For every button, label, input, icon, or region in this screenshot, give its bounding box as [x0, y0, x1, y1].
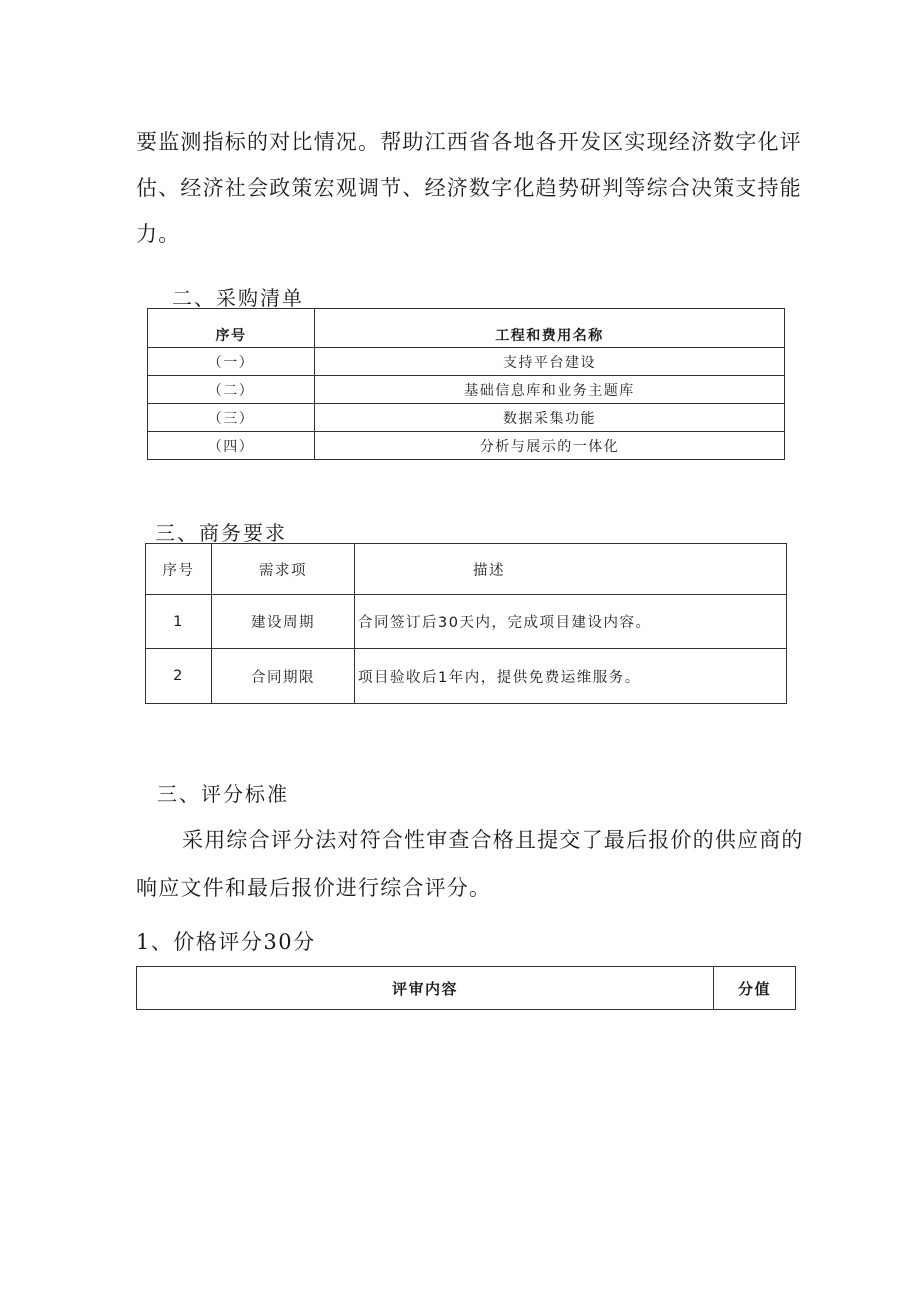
column-header: 评审内容 [137, 967, 714, 1010]
column-header: 需求项 [212, 544, 355, 595]
row-item: 数据采集功能 [315, 404, 785, 432]
row-index: （二） [148, 376, 315, 404]
procurement-table [147, 308, 785, 460]
scoring-heading: 三、评分标准 [157, 782, 289, 806]
table-header-row [148, 309, 785, 348]
row-index: （一） [148, 348, 315, 376]
table-header-row [137, 967, 796, 1010]
intro-line: 力。 [136, 222, 181, 246]
column-header: 序号 [146, 544, 212, 595]
row-requirement: 合同期限 [212, 649, 355, 704]
row-requirement: 建设周期 [212, 595, 355, 649]
business-table [145, 543, 787, 704]
table-row [148, 348, 785, 376]
column-header: 序号 [148, 309, 315, 348]
row-index: 1 [146, 595, 212, 649]
procurement-heading: 二、采购清单 [172, 286, 304, 310]
scoring-line: 响应文件和最后报价进行综合评分。 [136, 876, 492, 900]
row-index: 2 [146, 649, 212, 704]
intro-line: 要监测指标的对比情况。帮助江西省各地各开发区实现经济数字化评 [136, 130, 802, 154]
price-score-table [136, 966, 796, 1010]
business-heading: 三、商务要求 [155, 521, 287, 545]
row-item: 支持平台建设 [315, 348, 785, 376]
column-header: 描述 [355, 544, 787, 595]
table-header-row [146, 544, 787, 595]
scoring-line: 采用综合评分法对符合性审查合格且提交了最后报价的供应商的 [182, 828, 804, 852]
table-row [148, 404, 785, 432]
price-score-heading: 1、价格评分30分 [136, 930, 316, 954]
row-index: （三） [148, 404, 315, 432]
table-row [148, 432, 785, 460]
scoring-paragraph [136, 816, 804, 912]
intro-paragraph [136, 119, 802, 257]
table-row [148, 376, 785, 404]
intro-line: 估、经济社会政策宏观调节、经济数字化趋势研判等综合决策支持能 [136, 176, 802, 200]
row-description: 合同签订后30天内，完成项目建设内容。 [355, 595, 787, 649]
row-description: 项目验收后1年内，提供免费运维服务。 [355, 649, 787, 704]
table-row [146, 595, 787, 649]
row-item: 基础信息库和业务主题库 [315, 376, 785, 404]
row-index: （四） [148, 432, 315, 460]
row-item: 分析与展示的一体化 [315, 432, 785, 460]
column-header: 工程和费用名称 [315, 309, 785, 348]
column-header: 分值 [714, 967, 796, 1010]
table-row [146, 649, 787, 704]
